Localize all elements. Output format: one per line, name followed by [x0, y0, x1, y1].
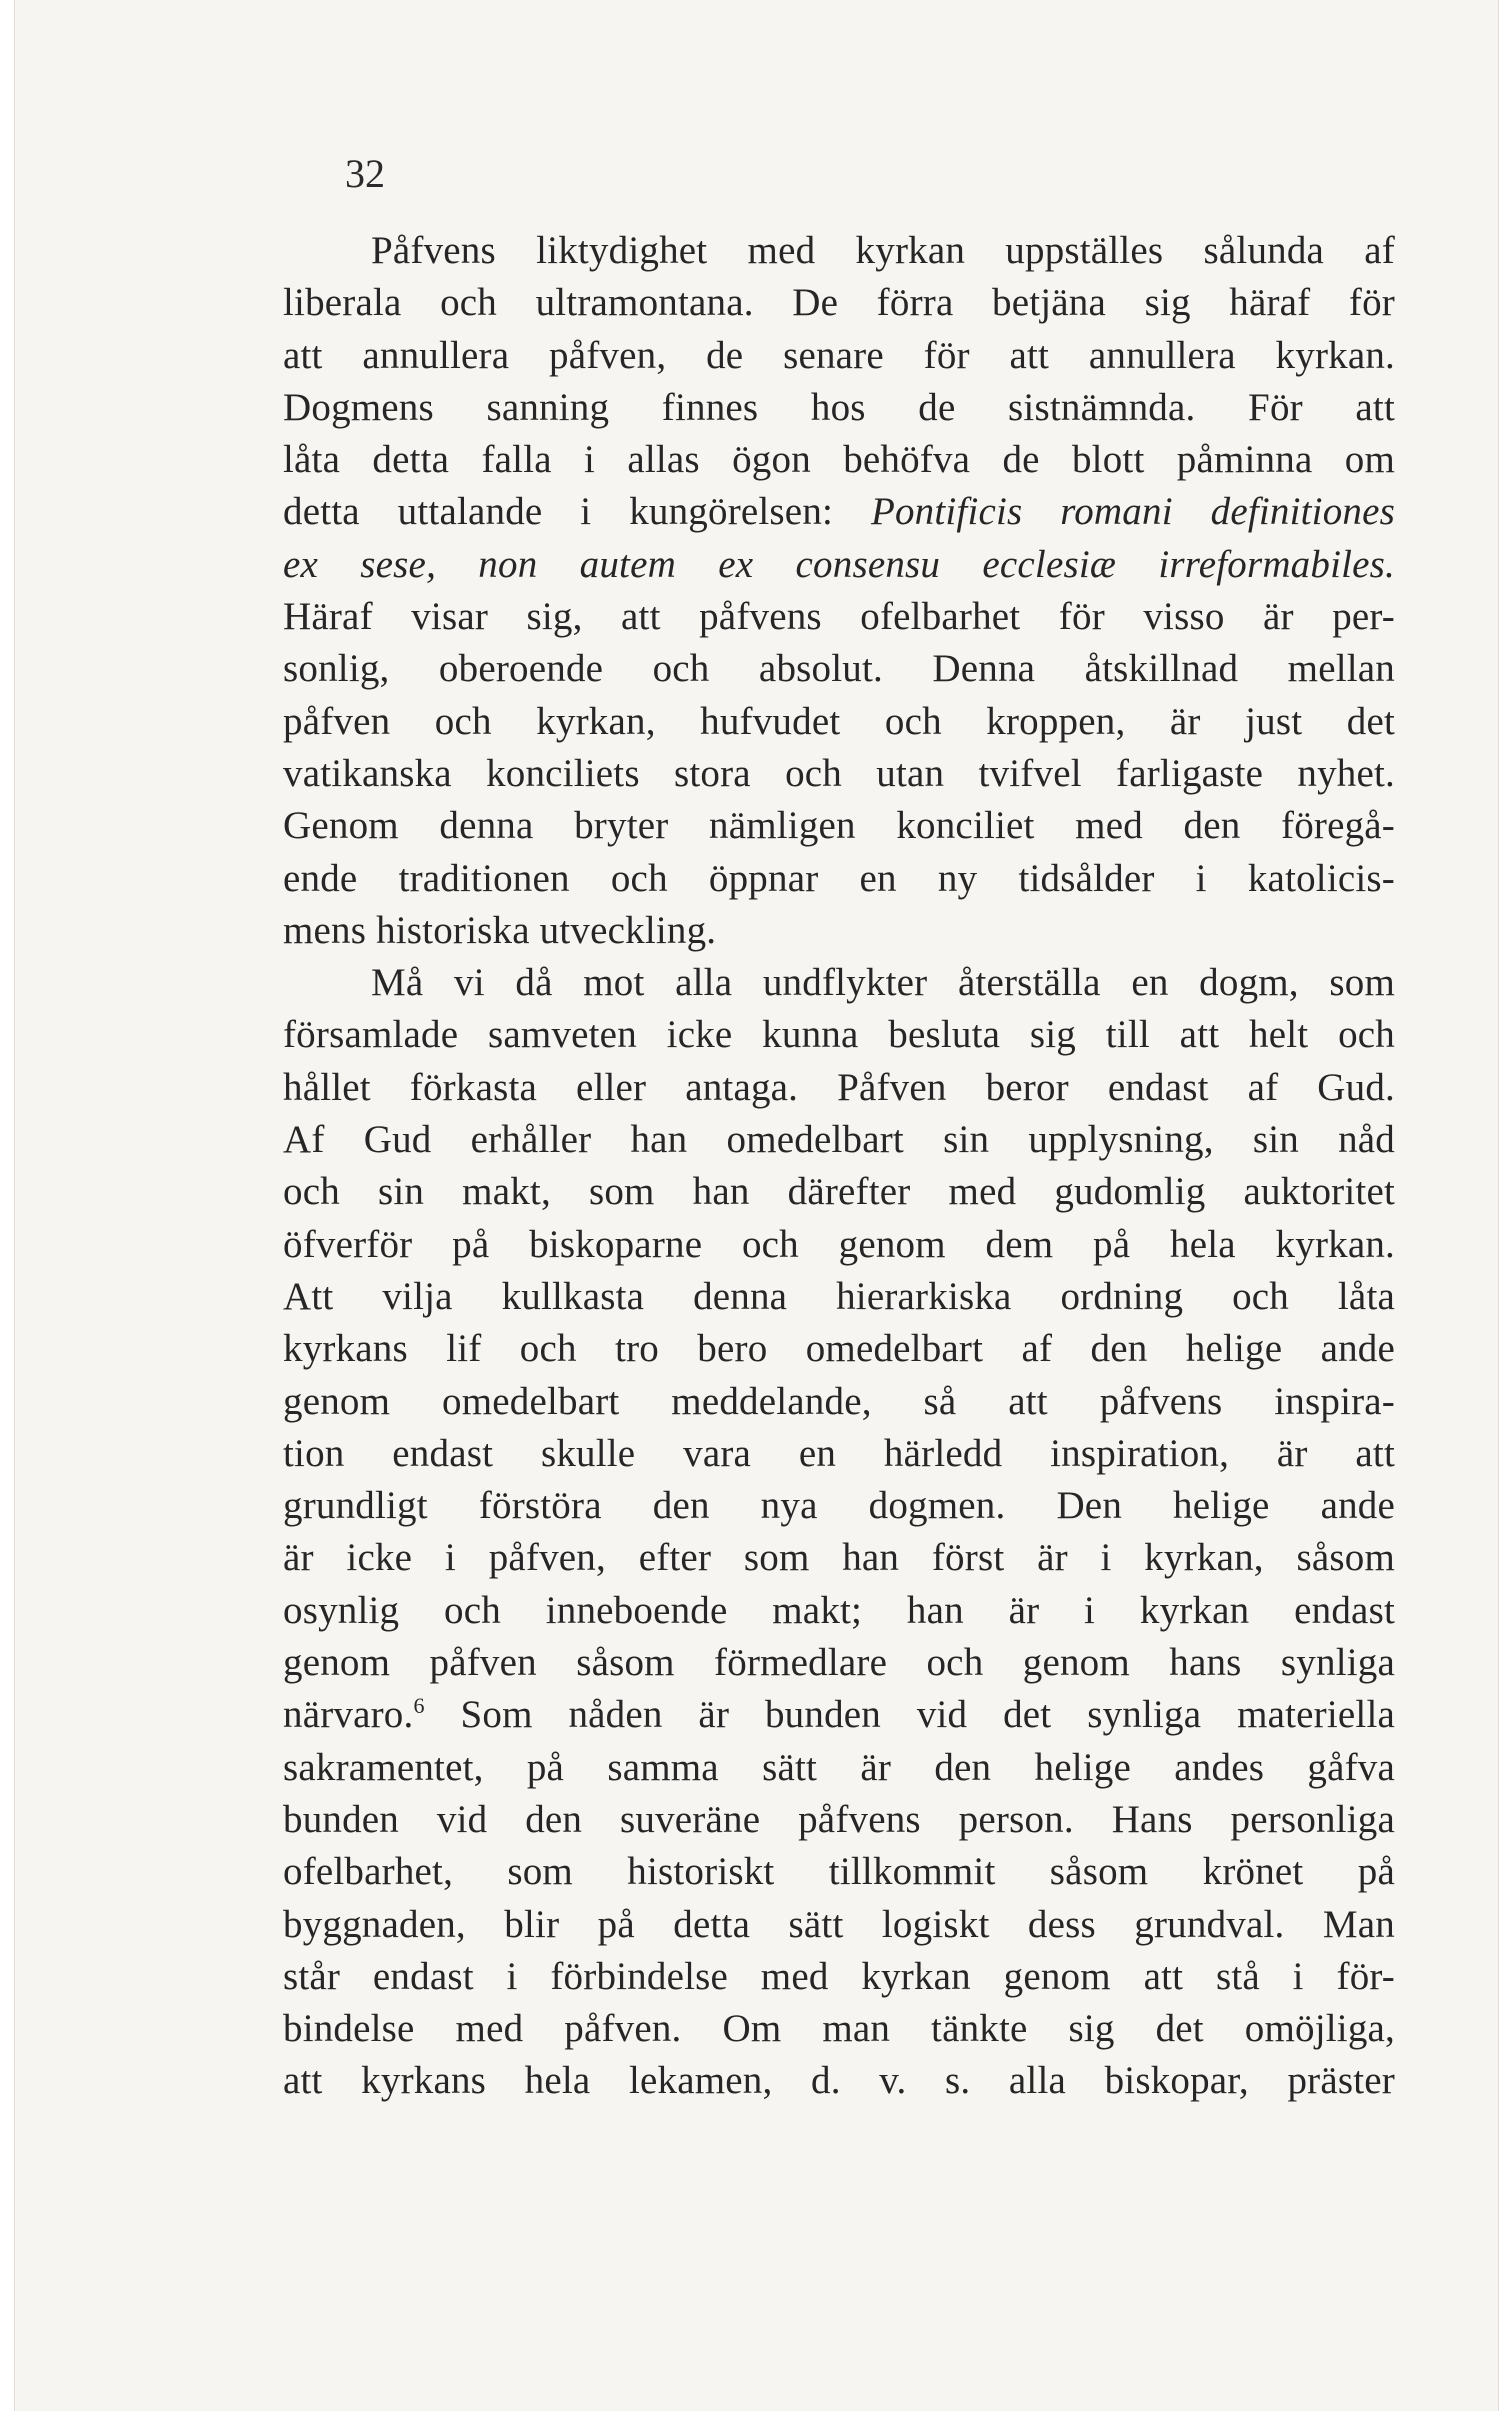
text-line: sonlig, oberoende och absolut. Denna åtskillnad mellan	[283, 647, 1395, 691]
text-line: Häraf visar sig, att påfvens ofelbarhet för visso är per-	[283, 595, 1395, 639]
text-line: ende traditionen och öppnar en ny tidsålder i katolicis-	[283, 856, 1395, 900]
text-line: ofelbarhet, som historiskt tillkommit såsom krönet på	[283, 1850, 1395, 1894]
text-line: Att vilja kullkasta denna hierarkiska ordning och låta	[283, 1274, 1395, 1318]
text-line: kyrkans lif och tro bero omedelbart af den helige ande	[283, 1327, 1395, 1371]
text-line: låta detta falla i allas ögon behöfva de blott påminna om	[283, 438, 1395, 482]
text-line: bindelse med påfven. Om man tänkte sig det omöjliga,	[283, 2007, 1395, 2051]
text-line: Af Gud erhåller han omedelbart sin upplysning, sin nåd	[283, 1118, 1395, 1162]
text-line: liberala och ultramontana. De förra betjäna sig häraf för	[283, 281, 1395, 325]
text-line: och sin makt, som han därefter med gudomlig auktoritet	[283, 1170, 1395, 1214]
footnote-marker: 6	[413, 1693, 425, 1719]
text-line: att kyrkans hela lekamen, d. v. s. alla biskopar, präster	[283, 2059, 1395, 2103]
text-line: osynlig och inneboende makt; han är i kyrkan endast	[283, 1588, 1395, 1632]
text-line: öfverför på biskoparne och genom dem på hela kyrkan.	[283, 1222, 1395, 1266]
text-line: grundligt förstöra den nya dogmen. Den helige ande	[283, 1484, 1395, 1528]
text-line: hållet förkasta eller antaga. Påfven beror endast af Gud.	[283, 1065, 1395, 1109]
text-line: genom påfven såsom förmedlare och genom hans synliga	[283, 1641, 1395, 1685]
text-segment: Som nåden är bunden vid det synliga materiella	[424, 1693, 1395, 1737]
text-line: att annullera påfven, de senare för att annullera kyrkan.	[283, 333, 1395, 377]
text-line	[283, 1689, 1395, 1741]
text-line: står endast i förbindelse med kyrkan genom att stå i för-	[283, 1954, 1395, 1998]
book-page	[14, 0, 1499, 2411]
body-text	[283, 225, 1395, 2108]
text-line: påfven och kyrkan, hufvudet och kroppen, är just det	[283, 699, 1395, 743]
text-line: Genom denna bryter nämligen konciliet med den föregå-	[283, 804, 1395, 848]
text-line: är icke i påfven, efter som han först är i kyrkan, såsom	[283, 1536, 1395, 1580]
text-line: mens historiska utveckling.	[283, 908, 717, 952]
text-line: ex sese, non autem ex consensu ecclesiæ irreformabiles.	[283, 542, 1395, 586]
text-line: Må vi då mot alla undflykter återställa en dogm, som	[371, 961, 1395, 1005]
text-line	[283, 486, 1395, 538]
italic-text: Pontificis romani definitiones	[870, 490, 1395, 534]
text-line: Dogmens sanning finnes hos de sistnämnda. För att	[283, 385, 1395, 429]
text-line: genom omedelbart meddelande, så att påfvens inspira-	[283, 1379, 1395, 1423]
text-segment: detta uttalande i kungörelsen:	[283, 490, 871, 534]
text-segment: närvaro.	[283, 1693, 414, 1737]
text-line: tion endast skulle vara en härledd inspiration, är att	[283, 1431, 1395, 1475]
text-line: byggnaden, blir på detta sätt logiskt dess grundval. Man	[283, 1902, 1395, 1946]
text-line: Påfvens liktydighet med kyrkan uppställes sålunda af	[371, 229, 1395, 272]
text-line: församlade samveten icke kunna besluta sig till att helt och	[283, 1013, 1395, 1057]
text-line: sakramentet, på samma sätt är den helige andes gåfva	[283, 1745, 1395, 1789]
page-number: 32	[345, 151, 385, 196]
text-line: bunden vid den suveräne påfvens person. Hans personliga	[283, 1797, 1395, 1841]
text-line: vatikanska konciliets stora och utan tvifvel farligaste nyhet.	[283, 751, 1395, 795]
